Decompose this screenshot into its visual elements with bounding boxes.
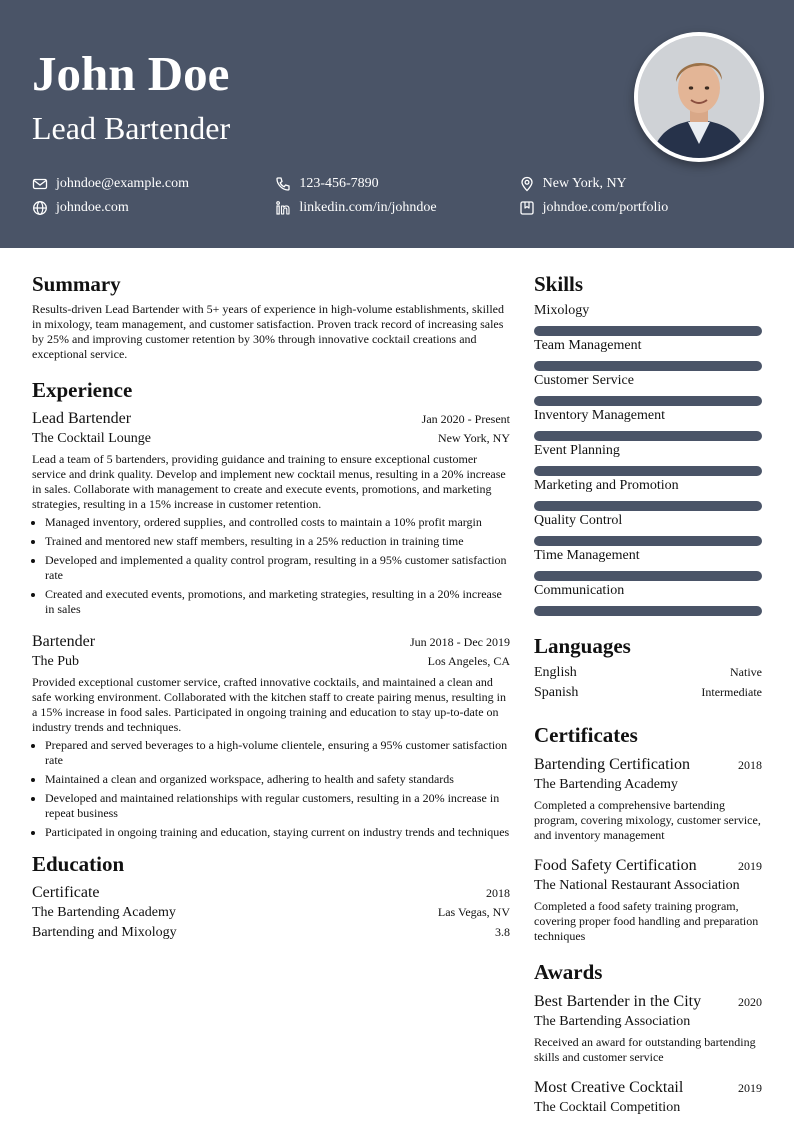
education-section (32, 850, 510, 943)
award-entry (534, 1077, 762, 1118)
skill-bar (534, 326, 762, 336)
job-location: New York, NY (437, 431, 510, 445)
award-entry (534, 991, 762, 1065)
job-bullet: • Developed and maintained relationships with regular customers, resulting in a 20% increase in repeat business (45, 791, 510, 821)
main-column (32, 270, 510, 943)
phone-text: 123-456-7890 (299, 176, 379, 191)
awards-heading: Awards (534, 960, 603, 984)
skills-list (534, 301, 762, 616)
awards-section (534, 958, 762, 1118)
education-degree: Certificate (32, 884, 100, 901)
portfolio-icon (519, 200, 535, 216)
skill-name: Inventory Management (534, 408, 666, 423)
job-description: Lead a team of 5 bartenders, providing guidance and training to ensure exceptional customer service and drink quality. Develop and implement new cocktail menus, resulting in a 20% increase in sales. Collaborate with management to create and execute events, promotions, and marketing strategies, resulting in a 15% increase in customer retention. (32, 452, 506, 511)
summary-text: Results-driven Lead Bartender with 5+ years of experience in high-volume establishments, skilled in mixology, team management, and customer satisfaction. Proven track record of increasing sales by 25% and improving customer retention by 30% through innovative cocktail creations and exceptional service. (32, 302, 504, 361)
job-bullet: • Participated in ongoing training and education, staying current on industry trends and techniques (45, 825, 510, 840)
certificate-title: Bartending Certification (534, 756, 690, 773)
skill-item (534, 581, 762, 616)
certificate-entry (534, 855, 762, 944)
skill-bar (534, 571, 762, 581)
globe-icon (32, 200, 48, 216)
job-bullets (32, 738, 510, 840)
job-title: Lead Bartender (32, 410, 132, 427)
experience-heading: Experience (32, 378, 133, 402)
language-name: Spanish (534, 685, 579, 700)
job-title: Lead Bartender (32, 110, 231, 146)
award-year: 2020 (738, 995, 762, 1009)
education-school: The Bartending Academy (32, 905, 176, 920)
linkedin-icon (275, 200, 291, 216)
languages-section (534, 632, 762, 705)
envelope-icon (32, 176, 48, 192)
language-level: Native (730, 665, 762, 679)
certificate-year: 2018 (738, 758, 762, 772)
job-bullet: • Created and executed events, promotions, and marketing strategies, resulting in a 20% increase in sales (45, 587, 510, 617)
job-bullet: • Prepared and served beverages to a high-volume clientele, ensuring a 95% customer satisfaction rate (45, 738, 510, 768)
language-level: Intermediate (701, 685, 762, 699)
certificate-issuer: The National Restaurant Association (534, 878, 740, 893)
contact-linkedin[interactable] (275, 196, 518, 220)
skill-name: Time Management (534, 548, 640, 563)
education-gpa: 3.8 (495, 925, 510, 939)
job-description: Provided exceptional customer service, crafted innovative cocktails, and maintained a clean and safe working environment. Collaborated with the kitchen staff to create pairing menus, resulting in a 15% increase in food sales. Participated in ongoing training and education to stay up-to-date on industry trends and techniques. (32, 675, 506, 734)
skill-bar (534, 361, 762, 371)
skill-bar (534, 396, 762, 406)
contact-location (519, 172, 762, 196)
skill-name: Event Planning (534, 443, 620, 458)
certificate-description: Completed a food safety training program, covering proper food handling and preparation techniques (534, 899, 759, 943)
certificate-issuer: The Bartending Academy (534, 777, 678, 792)
contact-phone[interactable] (275, 172, 518, 196)
skill-name: Marketing and Promotion (534, 478, 679, 493)
skill-item (534, 511, 762, 546)
skill-name: Customer Service (534, 373, 634, 388)
job-company: The Cocktail Lounge (32, 431, 151, 446)
certificate-year: 2019 (738, 859, 762, 873)
skill-bar (534, 431, 762, 441)
certificate-title: Food Safety Certification (534, 857, 697, 874)
summary-heading: Summary (32, 272, 121, 296)
skill-name: Communication (534, 583, 625, 598)
side-column (534, 270, 762, 1118)
skill-name: Mixology (534, 303, 590, 318)
skills-heading: Skills (534, 272, 584, 296)
job-entry (32, 408, 510, 617)
job-location: Los Angeles, CA (427, 654, 510, 668)
certificate-entry (534, 754, 762, 843)
website-text: johndoe.com (56, 200, 129, 215)
profile-photo (634, 32, 764, 162)
job-entry (32, 631, 510, 840)
skill-bar (534, 501, 762, 511)
award-issuer: The Bartending Association (534, 1014, 691, 1029)
award-issuer: The Cocktail Competition (534, 1100, 681, 1115)
job-bullet: • Developed and implemented a quality control program, resulting in a 95% customer satisfaction rate (45, 553, 510, 583)
skill-bar (534, 536, 762, 546)
summary-section (32, 270, 510, 362)
education-location: Las Vegas, NV (437, 905, 510, 919)
education-field: Bartending and Mixology (32, 925, 177, 940)
portrait-illustration (638, 36, 760, 158)
skill-item (534, 406, 762, 441)
job-bullet: • Managed inventory, ordered supplies, and controlled costs to maintain a 10% profit margin (45, 515, 510, 530)
skill-item (534, 301, 762, 336)
job-title: Bartender (32, 633, 96, 650)
skill-bar (534, 466, 762, 476)
education-year: 2018 (486, 886, 510, 900)
certificate-description: Completed a comprehensive bartending program, covering mixology, customer service, and inventory management (534, 798, 761, 842)
award-description: Received an award for outstanding bartending skills and customer service (534, 1035, 756, 1064)
full-name: John Doe (32, 46, 230, 101)
award-title: Most Creative Cocktail (534, 1079, 684, 1096)
award-title: Best Bartender in the City (534, 993, 702, 1010)
skill-item (534, 546, 762, 581)
skill-item (534, 336, 762, 371)
certificates-heading: Certificates (534, 723, 638, 747)
email-text: johndoe@example.com (56, 176, 190, 191)
location-text: New York, NY (542, 176, 627, 191)
skill-item (534, 476, 762, 511)
skill-item (534, 371, 762, 406)
skill-bar (534, 606, 762, 616)
languages-heading: Languages (534, 634, 631, 658)
job-bullets (32, 515, 510, 617)
job-dates: Jun 2018 - Dec 2019 (410, 635, 510, 649)
contact-email[interactable] (32, 172, 275, 196)
linkedin-text: linkedin.com/in/johndoe (299, 200, 437, 215)
language-name: English (534, 665, 577, 680)
skill-name: Quality Control (534, 513, 623, 528)
education-heading: Education (32, 852, 125, 876)
certificates-section (534, 721, 762, 944)
skills-section (534, 270, 762, 616)
skill-item (534, 441, 762, 476)
job-dates: Jan 2020 - Present (421, 412, 510, 426)
contact-website[interactable] (32, 196, 275, 220)
contact-info (32, 172, 762, 220)
job-bullet: • Maintained a clean and organized workspace, adhering to health and safety standards (45, 772, 510, 787)
language-item (534, 685, 762, 705)
contact-portfolio[interactable] (519, 196, 762, 220)
phone-icon (275, 176, 291, 192)
portfolio-text: johndoe.com/portfolio (542, 200, 669, 215)
job-bullet: • Trained and mentored new staff members, resulting in a 25% reduction in training time (45, 534, 510, 549)
award-year: 2019 (738, 1081, 762, 1095)
experience-section (32, 376, 510, 840)
language-item (534, 665, 762, 685)
skill-name: Team Management (534, 338, 642, 353)
map-pin-icon (519, 176, 535, 192)
job-company: The Pub (32, 654, 80, 669)
resume-header (0, 0, 794, 248)
